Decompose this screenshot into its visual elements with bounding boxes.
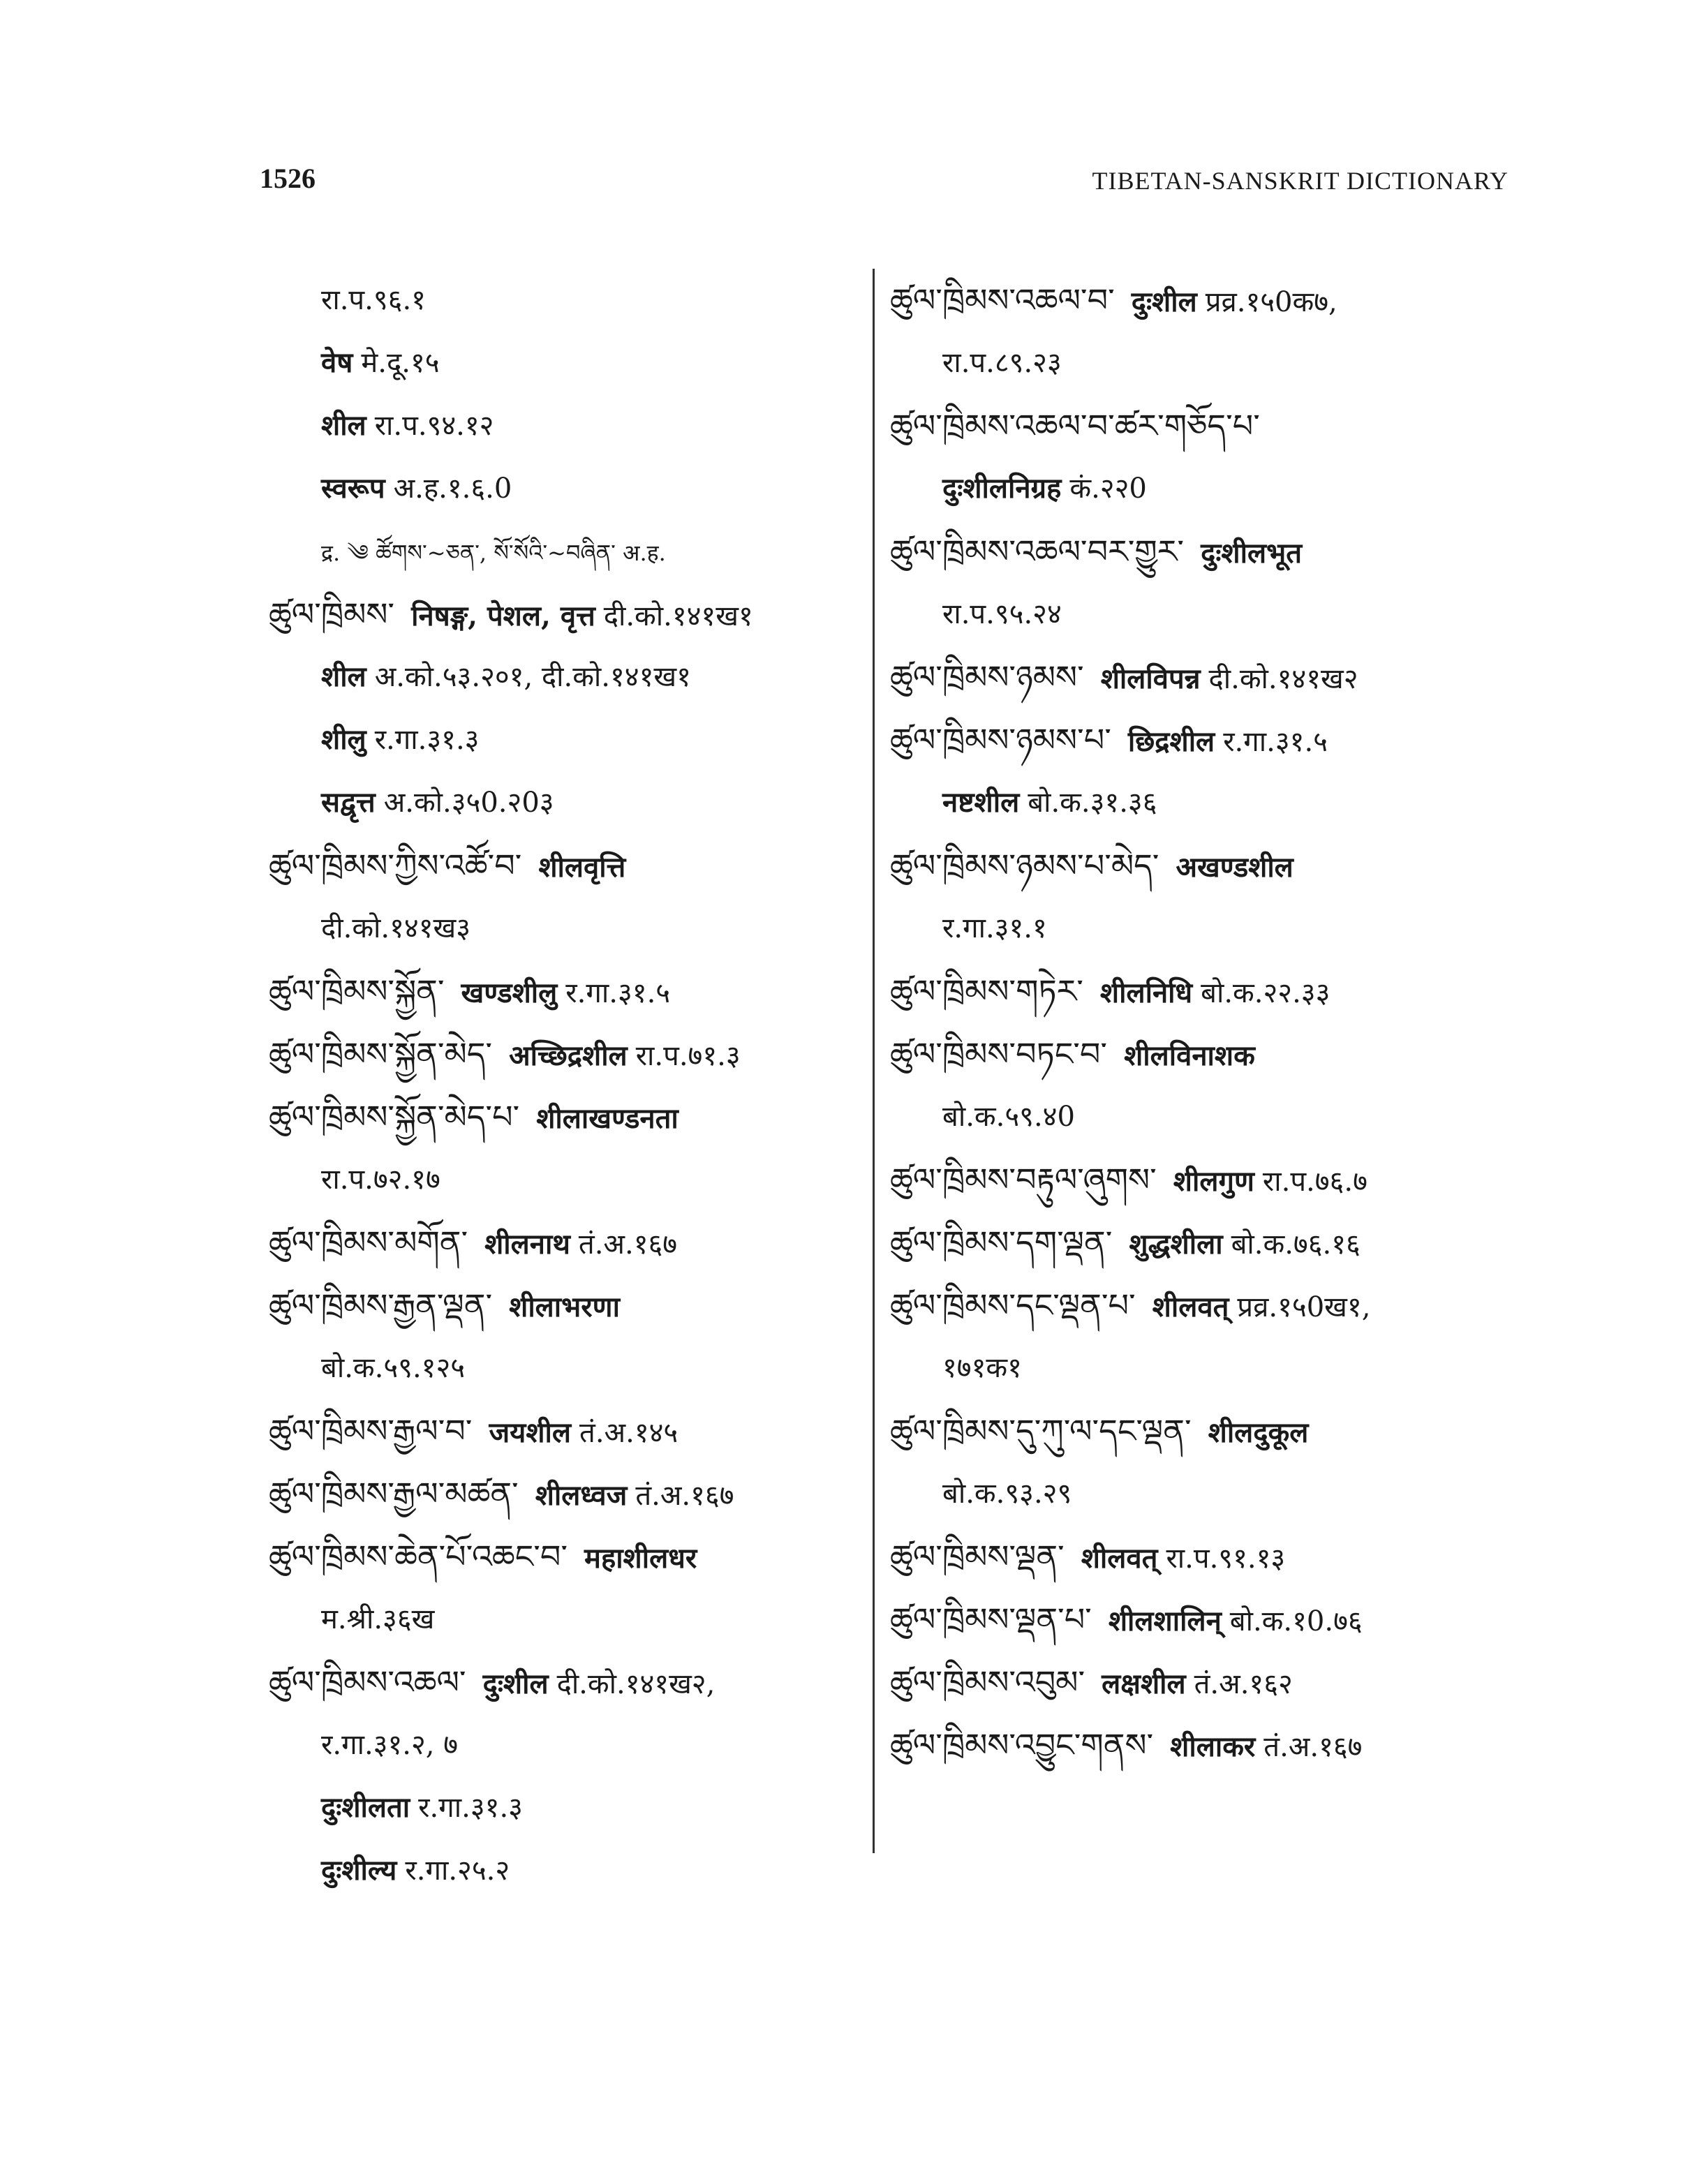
sanskrit-equivalent: शीलाखण्डनता — [536, 1102, 679, 1135]
sanskrit-equivalent: शील — [321, 660, 366, 693]
tibetan-headword: ཚུལ་ཁྲིམས་འཆལ་བ་ — [890, 281, 1115, 319]
sanskrit-equivalent: शीलध्वज — [535, 1479, 628, 1512]
tibetan-headword: ཚུལ་ཁྲིམས་དུ་ཀུ་ལ་དང་ལྡན་ — [890, 1412, 1192, 1450]
dictionary-line — [890, 834, 1518, 897]
tibetan-headword: ཚུལ་ཁྲིམས་བཏང་བ་ — [890, 1035, 1108, 1073]
source-reference: र.गा.३१.५ — [565, 977, 671, 1009]
dictionary-line — [269, 1525, 855, 1588]
dictionary-line — [890, 960, 1518, 1023]
source-reference: प्रव्र.१५0ख१, — [1237, 1291, 1371, 1323]
tibetan-headword: ཚུལ་ཁྲིམས་ཉམས་པ་ — [890, 721, 1111, 759]
source-reference: बो.क.५९.१२५ — [321, 1352, 466, 1384]
tibetan-headword: ཚུལ་ཁྲིམས་རྒྱལ་བ་ — [269, 1412, 473, 1450]
sanskrit-equivalent: शीलगुण — [1173, 1165, 1254, 1198]
dictionary-line — [269, 708, 855, 771]
dictionary-line — [890, 269, 1518, 332]
tibetan-headword: ཚུལ་ཁྲིམས་འབུམ་ — [890, 1663, 1085, 1701]
sanskrit-equivalent: वेष — [321, 346, 353, 379]
sanskrit-equivalent: दुःशीलता — [321, 1791, 410, 1824]
tibetan-headword: ཚུལ་ཁྲིམས་འབྱུང་གནས་ — [890, 1726, 1154, 1764]
source-reference: र.गा.३१.१ — [942, 912, 1047, 944]
dictionary-line — [890, 771, 1518, 834]
tibetan-headword: ཚུལ་ཁྲིམས་སྐྱོན་མེད་ — [269, 1035, 493, 1073]
dictionary-line — [890, 1337, 1518, 1399]
source-reference: बो.क.२२.३३ — [1201, 977, 1330, 1009]
source-reference: रा.प.९१.१३ — [1166, 1543, 1286, 1575]
tibetan-headword: ཚུལ་ཁྲིམས་གཏེར་ — [890, 972, 1083, 1010]
dictionary-line — [269, 1148, 855, 1211]
sanskrit-equivalent: शीलदुकूल — [1208, 1416, 1309, 1449]
source-reference: रा.प.९६.१ — [321, 284, 426, 316]
sanskrit-equivalent: शीलविपन्न — [1100, 662, 1201, 695]
sanskrit-equivalent: दुःशील्य — [321, 1854, 397, 1887]
running-head: TIBETAN-SANSKRIT DICTIONARY — [1092, 167, 1509, 195]
dictionary-line — [269, 646, 855, 708]
dictionary-line — [890, 646, 1518, 708]
sanskrit-equivalent: सद्वृत्त — [321, 786, 376, 819]
sanskrit-equivalent: दुःशील — [482, 1667, 549, 1700]
dictionary-line — [890, 332, 1518, 394]
dictionary-line — [269, 332, 855, 394]
dictionary-line — [269, 1651, 855, 1714]
tibetan-headword: ཚུལ་ཁྲིམས་དང་ལྡན་པ་ — [890, 1286, 1136, 1324]
page-number: 1526 — [260, 163, 316, 194]
source-reference: मे.दू.१५ — [361, 347, 440, 379]
dictionary-line — [269, 1776, 855, 1839]
source-reference: तं.अ.१६७ — [1263, 1731, 1363, 1763]
tibetan-headword: ཚུལ་ཁྲིམས་ཉམས་པ་མེད་ — [890, 847, 1159, 884]
dictionary-line — [890, 1148, 1518, 1211]
source-reference: र.गा.३१.२, ७ — [321, 1729, 459, 1761]
sanskrit-equivalent: शीलवृत्ति — [538, 851, 626, 884]
source-reference: प्रव्र.१५0क७, — [1205, 286, 1337, 318]
sanskrit-equivalent: शील — [321, 409, 366, 442]
sanskrit-equivalent: नष्टशील — [942, 786, 1020, 819]
dictionary-line — [269, 1274, 855, 1337]
sanskrit-equivalent: शीलशालिन् — [1108, 1605, 1222, 1637]
source-reference: तं.अ.१६७ — [578, 1228, 678, 1261]
sanskrit-equivalent: शीलविनाशक — [1124, 1039, 1255, 1072]
source-reference: र.गा.३१.५ — [1223, 726, 1328, 758]
sanskrit-equivalent: लक्षशील — [1102, 1667, 1186, 1700]
tibetan-headword: ཚུལ་ཁྲིམས་རྒྱལ་མཚན་ — [269, 1475, 519, 1513]
tibetan-headword: ཚུལ་ཁྲིམས་ཀྱིས་འཚོ་བ་ — [269, 847, 522, 884]
source-reference: रा.प.७६.७ — [1262, 1166, 1367, 1198]
sanskrit-equivalent: शुद्धशीला — [1129, 1228, 1223, 1261]
source-reference: अ.को.३५0.२0३ — [383, 787, 554, 819]
sanskrit-equivalent: छिद्रशील — [1127, 725, 1215, 758]
dictionary-line — [890, 1211, 1518, 1274]
dictionary-line — [269, 1399, 855, 1462]
source-reference: १७१क१ — [942, 1352, 1022, 1384]
tibetan-headword: ཚུལ་ཁྲིམས་མགོན་ — [269, 1224, 468, 1261]
dictionary-line — [890, 1023, 1518, 1085]
source-reference: अ.को.५३.२०१, दी.को.१४१ख१ — [374, 661, 691, 693]
source-reference: रा.प.९५.२४ — [942, 598, 1062, 630]
source-reference: बो.क.१0.७६ — [1229, 1605, 1363, 1637]
tibetan-headword: ཚུལ་ཁྲིམས་འཆལ་བ་ཚར་གཅོད་པ་ — [890, 407, 1260, 445]
tibetan-headword: ཚུལ་ཁྲིམས་ཉམས་ — [890, 658, 1084, 696]
dictionary-line — [269, 1211, 855, 1274]
tibetan-headword: ཚུལ་ཁྲིམས་སྐྱོན་ — [269, 972, 445, 1010]
source-reference: तं.अ.१६७ — [635, 1480, 734, 1512]
source-reference: बो.क.९३.२९ — [942, 1478, 1072, 1510]
tibetan-headword: ཚུལ་ཁྲིམས་འཆལ་བར་གྱུར་ — [890, 533, 1185, 570]
tibetan-headword: ཚུལ་ཁྲིམས་དག་ལྡན་ — [890, 1224, 1113, 1261]
sanskrit-equivalent: शीलवत् — [1081, 1542, 1158, 1575]
source-reference: म.श्री.३६ख — [321, 1603, 435, 1635]
dictionary-line — [890, 1714, 1518, 1776]
dictionary-line — [890, 457, 1518, 520]
tibetan-headword: ཚུལ་ཁྲིམས་ཆེན་པོ་འཆང་བ་ — [269, 1538, 568, 1575]
source-reference: बो.क.३१.३६ — [1028, 787, 1157, 819]
dictionary-line — [890, 1588, 1518, 1651]
sanskrit-equivalent: स्वरूप — [321, 472, 385, 505]
dictionary-line — [269, 960, 855, 1023]
tibetan-headword: ཚུལ་ཁྲིམས་འཆལ་ — [269, 1663, 466, 1701]
dictionary-line — [890, 520, 1518, 583]
sanskrit-equivalent: शीलाकर — [1170, 1730, 1256, 1763]
column-divider — [873, 269, 875, 1853]
right-column — [890, 269, 1518, 1776]
sanskrit-equivalent: दुःशीलभूत — [1201, 537, 1303, 570]
source-reference: तं.अ.१४५ — [579, 1417, 679, 1449]
dictionary-line — [269, 583, 855, 646]
sanskrit-equivalent: खण्डशीलु — [461, 976, 558, 1009]
source-reference: दी.को.१४१ख२ — [1208, 663, 1358, 695]
source-reference: कं.२२0 — [1069, 473, 1147, 505]
sanskrit-equivalent: शीलनिधि — [1099, 976, 1193, 1009]
dictionary-line — [269, 1462, 855, 1525]
source-reference: दी.को.१४१ख१ — [603, 600, 753, 632]
dictionary-line — [890, 1462, 1518, 1525]
tibetan-headword: ཚུལ་ཁྲིམས་བརྟུལ་ཞུགས་ — [890, 1161, 1157, 1198]
source-reference: रा.प.९४.१२ — [374, 410, 494, 442]
sanskrit-equivalent: शीलनाथ — [484, 1228, 570, 1261]
dictionary-line — [269, 834, 855, 897]
sanskrit-equivalent: अखण्डशील — [1176, 851, 1294, 884]
dictionary-line — [890, 897, 1518, 960]
dictionary-line — [269, 771, 855, 834]
source-reference: दी.को.१४१ख२, — [556, 1668, 716, 1700]
dictionary-line — [269, 1714, 855, 1776]
source-reference: रा.प.८९.२३ — [942, 347, 1062, 379]
dictionary-line — [269, 269, 855, 332]
sanskrit-equivalent: अच्छिद्रशील — [509, 1039, 628, 1072]
dictionary-line — [269, 520, 855, 583]
dictionary-line — [890, 583, 1518, 646]
source-reference: दी.को.१४१ख३ — [321, 912, 471, 944]
source-reference: र.गा.३१.३ — [418, 1792, 523, 1824]
dictionary-line — [269, 457, 855, 520]
tibetan-headword: ཚུལ་ཁྲིམས་ལྡན་ — [890, 1538, 1065, 1575]
source-reference: रा.प.७१.३ — [635, 1040, 741, 1072]
sanskrit-equivalent: जयशील — [489, 1416, 572, 1449]
dictionary-line — [269, 1085, 855, 1148]
source-reference: बो.क.७६.१६ — [1231, 1228, 1361, 1261]
sanskrit-equivalent: शीलाभरणा — [509, 1291, 620, 1323]
source-reference: तं.अ.१६२ — [1194, 1668, 1293, 1700]
dictionary-line — [890, 708, 1518, 771]
source-reference: रा.प.७२.१७ — [321, 1164, 440, 1196]
source-reference: र.गा.३१.३ — [374, 724, 480, 756]
sanskrit-equivalent: निषङ्ग, पेशल, वृत्त — [411, 600, 595, 632]
dictionary-line — [269, 394, 855, 457]
tibetan-headword: ཚུལ་ཁྲིམས་ལྡན་པ་ — [890, 1600, 1092, 1638]
dictionary-line — [269, 1588, 855, 1651]
source-reference: र.गा.२५.२ — [405, 1855, 510, 1887]
dictionary-line — [890, 394, 1518, 457]
sanskrit-equivalent: दुःशील — [1131, 285, 1197, 318]
source-reference: बो.क.५९.४0 — [942, 1101, 1075, 1133]
dictionary-line — [269, 897, 855, 960]
tibetan-headword: ཚུལ་ཁྲིམས་སྐྱོན་མེད་པ་ — [269, 1098, 520, 1136]
sanskrit-equivalent: शीलु — [321, 723, 366, 756]
left-column — [269, 269, 855, 1902]
sanskrit-equivalent: दुःशीलनिग्रह — [942, 472, 1062, 505]
dictionary-line — [890, 1651, 1518, 1714]
source-reference: अ.ह.१.६.0 — [393, 473, 512, 505]
dictionary-line — [269, 1023, 855, 1085]
dictionary-line — [890, 1399, 1518, 1462]
dictionary-line — [890, 1274, 1518, 1337]
tibetan-headword: ཚུལ་ཁྲིམས་རྒྱན་ལྡན་ — [269, 1286, 493, 1324]
dictionary-line — [269, 1839, 855, 1902]
dictionary-line — [890, 1085, 1518, 1148]
sanskrit-equivalent: महाशीलधर — [584, 1542, 697, 1575]
sanskrit-equivalent: शीलवत् — [1152, 1291, 1229, 1323]
dictionary-line — [269, 1337, 855, 1399]
dictionary-line — [890, 1525, 1518, 1588]
tibetan-headword: ཚུལ་ཁྲིམས་ — [269, 595, 395, 633]
source-reference: द्र. ༄ ཚོགས་~ཅན་, སོ་སོའི་~བཞིན་ अ.ह. — [321, 540, 666, 566]
